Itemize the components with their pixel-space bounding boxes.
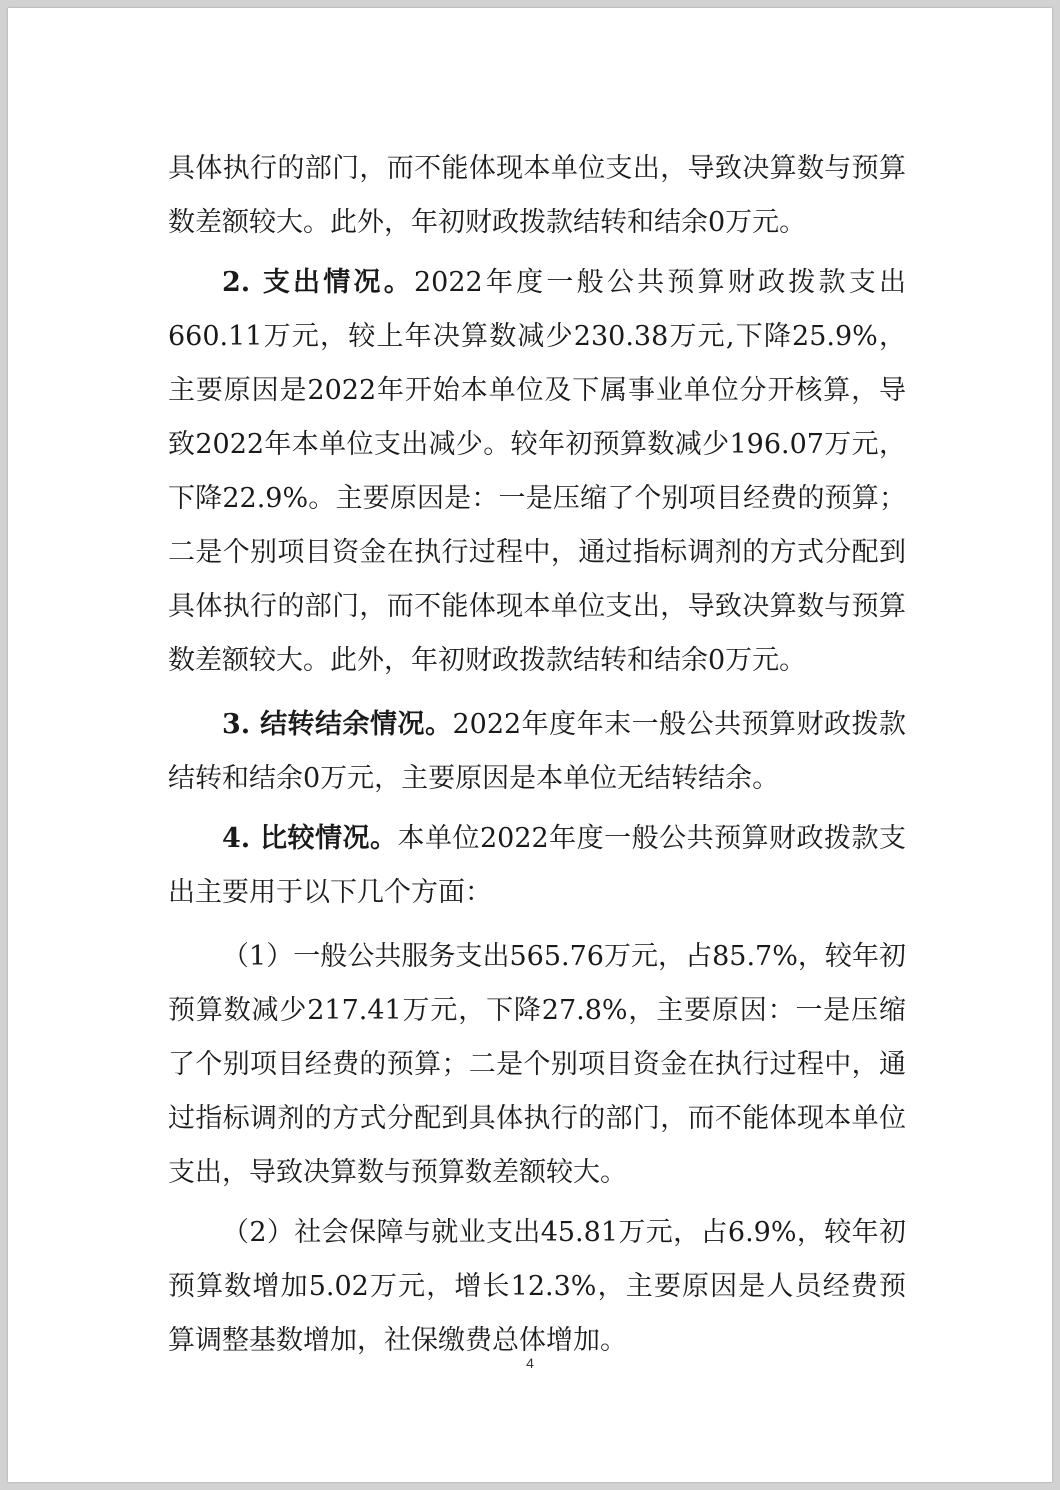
paragraph-text: 2022年度年末一般公共预算财政拨款结转和结余0万元，主要原因是本单位无结转结余。 bbox=[168, 709, 906, 794]
paragraph-heading: 4. 比较情况。 bbox=[222, 823, 398, 854]
paragraph-text: 具体执行的部门，而不能体现本单位支出，导致决算数与预算数差额较大。此外，年初财政拨款结转和结余0万元。 bbox=[168, 153, 906, 238]
paragraph-expenditure bbox=[168, 256, 906, 688]
paragraph-text: （1）一般公共服务支出565.76万元，占85.7%，较年初预算数减少217.41万元，下降27.8%，主要原因：一是压缩了个别项目经费的预算；二是个别项目资金在执行过程中，通过指标调剂的方式分配到具体执行的部门，而不能体现本单位支出，导致决算数与预算数差额较大。 bbox=[168, 941, 906, 1188]
paragraph-carryover bbox=[168, 698, 906, 806]
paragraph-item-1 bbox=[168, 930, 906, 1200]
paragraph-heading: 3. 结转结余情况。 bbox=[222, 709, 453, 740]
paragraph-item-2 bbox=[168, 1206, 906, 1368]
paragraph-text: 2022年度一般公共预算财政拨款支出660.11万元，较上年决算数减少230.38万元,下降25.9%，主要原因是2022年开始本单位及下属事业单位分开核算，导致2022年本单位支出减少。较年初预算数减少196.07万元，下降22.9%。主要原因是：一是压缩了个别项目经费的预算；二是个别项目资金在执行过程中，通过指标调剂的方式分配到具体执行的部门，而不能体现本单位支出，导致决算数与预算数差额较大。此外，年初财政拨款结转和结余0万元。 bbox=[168, 267, 906, 676]
document-body bbox=[168, 142, 906, 1368]
paragraph-heading: 2. 支出情况。 bbox=[222, 267, 414, 298]
paragraph-continuation bbox=[168, 142, 906, 250]
paragraph-text: （2）社会保障与就业支出45.81万元，占6.9%，较年初预算数增加5.02万元，增长12.3%，主要原因是人员经费预算调整基数增加，社保缴费总体增加。 bbox=[168, 1217, 906, 1356]
page-number: 4 bbox=[526, 1355, 534, 1371]
document-page bbox=[8, 8, 1052, 1482]
paragraph-comparison bbox=[168, 812, 906, 920]
paragraph-text: 本单位2022年度一般公共预算财政拨款支出主要用于以下几个方面： bbox=[168, 823, 907, 908]
